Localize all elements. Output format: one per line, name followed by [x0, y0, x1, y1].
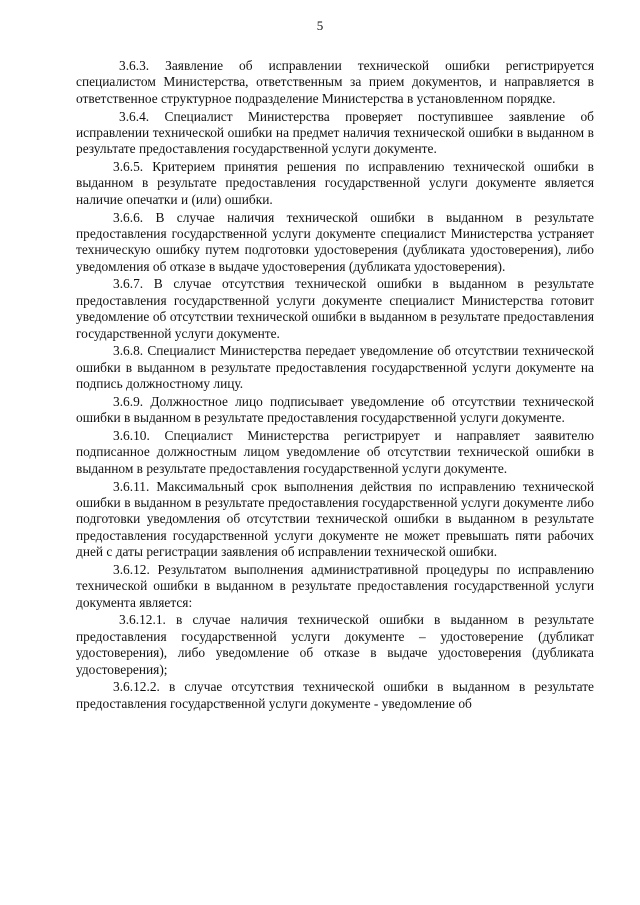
paragraph-3-6-3: 3.6.3. Заявление об исправлении технической ошибки регистрируется специалистом Министерства, ответственным за прием документов, и направляется в ответственное структурное подразделение Министерства в установленном порядке. [76, 58, 594, 106]
paragraph-3-6-5: 3.6.5. Критерием принятия решения по исправлению технической ошибки в выданном в результате предоставления государственной услуги документе является наличие опечатки и (или) ошибки. [76, 159, 594, 207]
paragraph-3-6-6: 3.6.6. В случае наличия технической ошибки в выданном в результате предоставления государственной услуги документе специалист Министерства устраняет техническую ошибку путем подготовки удостоверения (дубликата удостоверения), либо уведомления об отказе в выдаче удостоверения (дубликата удостоверения). [76, 209, 594, 274]
document-body [76, 58, 594, 713]
paragraph-3-6-9: 3.6.9. Должностное лицо подписывает уведомление об отсутствии технической ошибки в выданном в результате предоставления государственной услуги документе. [76, 393, 594, 426]
paragraph-3-6-7: 3.6.7. В случае отсутствия технической ошибки в выданном в результате предоставления государственной услуги документе специалист Министерства готовит уведомление об отсутствии технической ошибки в выданном в результате предоставления государственной услуги документе. [76, 276, 594, 341]
paragraph-3-6-12-2: 3.6.12.2. в случае отсутствия технической ошибки в выданном в результате предоставления государственной услуги документе - уведомление об [76, 679, 594, 711]
paragraph-3-6-12: 3.6.12. Результатом выполнения административной процедуры по исправлению технической ошибки в выданном в результате предоставления государственной услуги документа является: [76, 561, 594, 610]
paragraph-3-6-8: 3.6.8. Специалист Министерства передает уведомление об отсутствии технической ошибки в выданном в результате предоставления государственной услуги документе на подпись должностному лицу. [76, 343, 594, 392]
page-number: 5 [316, 18, 324, 33]
paragraph-3-6-12-1: 3.6.12.1. в случае наличия технической ошибки в выданном в результате предоставления государственной услуги документе – удостоверение (дубликат удостоверения), либо уведомление об отказе в выдаче удостоверения (дубликата удостоверения); [76, 612, 594, 677]
paragraph-3-6-11: 3.6.11. Максимальный срок выполнения действия по исправлению технической ошибки в выданном в результате предоставления государственной услуги документе либо подготовки уведомления об отсутствии технической ошибки в выданном в результате предоставления государственной услуги документе не может превышать пяти рабочих дней с даты регистрации заявления об исправлении технической ошибки. [76, 478, 594, 560]
paragraph-3-6-4: 3.6.4. Специалист Министерства проверяет поступившее заявление об исправлении технической ошибки на предмет наличия технической ошибки в выданном в результате предоставления государственной услуги документе. [76, 108, 594, 157]
paragraph-3-6-10: 3.6.10. Специалист Министерства регистрирует и направляет заявителю подписанное должностным лицом уведомление об отсутствии технической ошибки в выданном в результате предоставления государственной услуги документе. [76, 428, 594, 476]
